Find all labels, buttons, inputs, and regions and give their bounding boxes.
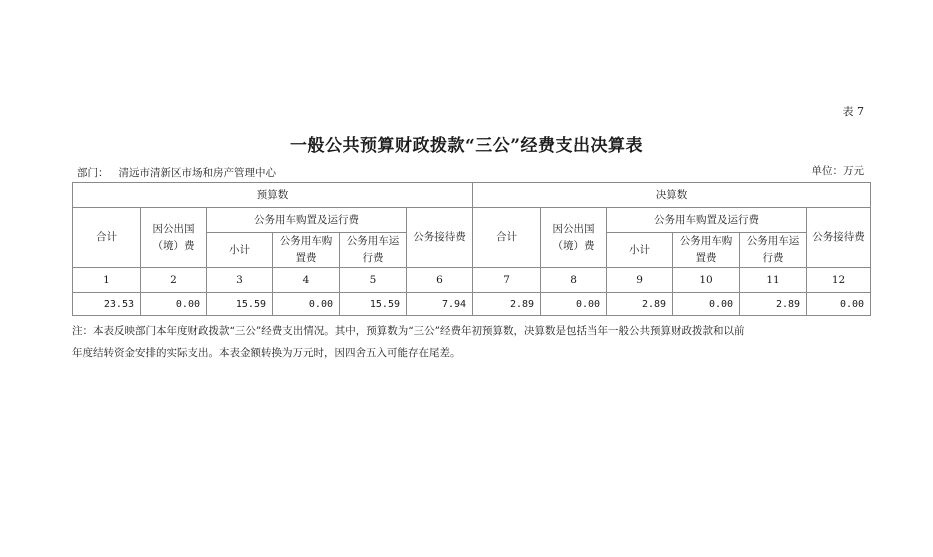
value-cell: 15.59 xyxy=(340,293,407,316)
note-line-1: 注：本表反映部门本年度财政拨款“三公”经费支出情况。其中，预算数为“三公”经费年初预算数，决算数是包括当年一般公共预算财政拨款和以前 xyxy=(72,325,745,337)
column-index-cell: 5 xyxy=(340,268,407,293)
value-cell: 7.94 xyxy=(407,293,473,316)
column-index-cell: 2 xyxy=(141,268,207,293)
table-note xyxy=(72,320,872,364)
value-cell: 0.00 xyxy=(141,293,207,316)
values-row xyxy=(73,293,871,316)
budget-subtotal-header: 小计 xyxy=(207,233,273,268)
column-index-cell: 8 xyxy=(541,268,607,293)
value-cell: 0.00 xyxy=(673,293,740,316)
final-vehicle-operation-header: 公务用车运行费 xyxy=(740,233,807,268)
column-index-cell: 9 xyxy=(607,268,673,293)
department-name: 清远市清新区市场和房产管理中心 xyxy=(118,167,276,179)
column-index-cell: 4 xyxy=(273,268,340,293)
column-index-cell: 10 xyxy=(673,268,740,293)
value-cell: 2.89 xyxy=(473,293,541,316)
department-line xyxy=(77,165,276,180)
budget-abroad-header: 因公出国（境）费 xyxy=(141,208,207,268)
final-vehicle-purchase-header: 公务用车购置费 xyxy=(673,233,740,268)
expenditure-table xyxy=(72,182,871,316)
column-index-cell: 3 xyxy=(207,268,273,293)
final-abroad-header: 因公出国（境）费 xyxy=(541,208,607,268)
value-cell: 0.00 xyxy=(807,293,871,316)
unit-label: 单位：万元 xyxy=(811,165,864,177)
value-cell: 15.59 xyxy=(207,293,273,316)
final-subtotal-header: 小计 xyxy=(607,233,673,268)
budget-vehicle-group-header: 公务用车购置及运行费 xyxy=(207,208,407,233)
value-cell: 2.89 xyxy=(607,293,673,316)
value-cell: 0.00 xyxy=(273,293,340,316)
budget-vehicle-purchase-header: 公务用车购置费 xyxy=(273,233,340,268)
department-label: 部门： xyxy=(77,167,109,179)
column-index-row xyxy=(73,268,871,293)
column-index-cell: 6 xyxy=(407,268,473,293)
final-total-header: 合计 xyxy=(473,208,541,268)
column-index-cell: 12 xyxy=(807,268,871,293)
value-cell: 23.53 xyxy=(73,293,141,316)
note-line-2: 年度结转资金安排的实际支出。本表金额转换为万元时，因四舍五入可能存在尾差。 xyxy=(72,347,461,359)
budget-total-header: 合计 xyxy=(73,208,141,268)
value-cell: 0.00 xyxy=(541,293,607,316)
page-title: 一般公共预算财政拨款“三公”经费支出决算表 xyxy=(289,136,644,156)
table-number: 表 7 xyxy=(842,105,864,118)
column-index-cell: 11 xyxy=(740,268,807,293)
final-reception-header: 公务接待费 xyxy=(807,208,871,268)
final-vehicle-group-header: 公务用车购置及运行费 xyxy=(607,208,807,233)
column-index-cell: 7 xyxy=(473,268,541,293)
budget-reception-header: 公务接待费 xyxy=(407,208,473,268)
final-group-header: 决算数 xyxy=(473,183,871,208)
column-index-cell: 1 xyxy=(73,268,141,293)
budget-vehicle-operation-header: 公务用车运行费 xyxy=(340,233,407,268)
value-cell: 2.89 xyxy=(740,293,807,316)
budget-group-header: 预算数 xyxy=(73,183,473,208)
